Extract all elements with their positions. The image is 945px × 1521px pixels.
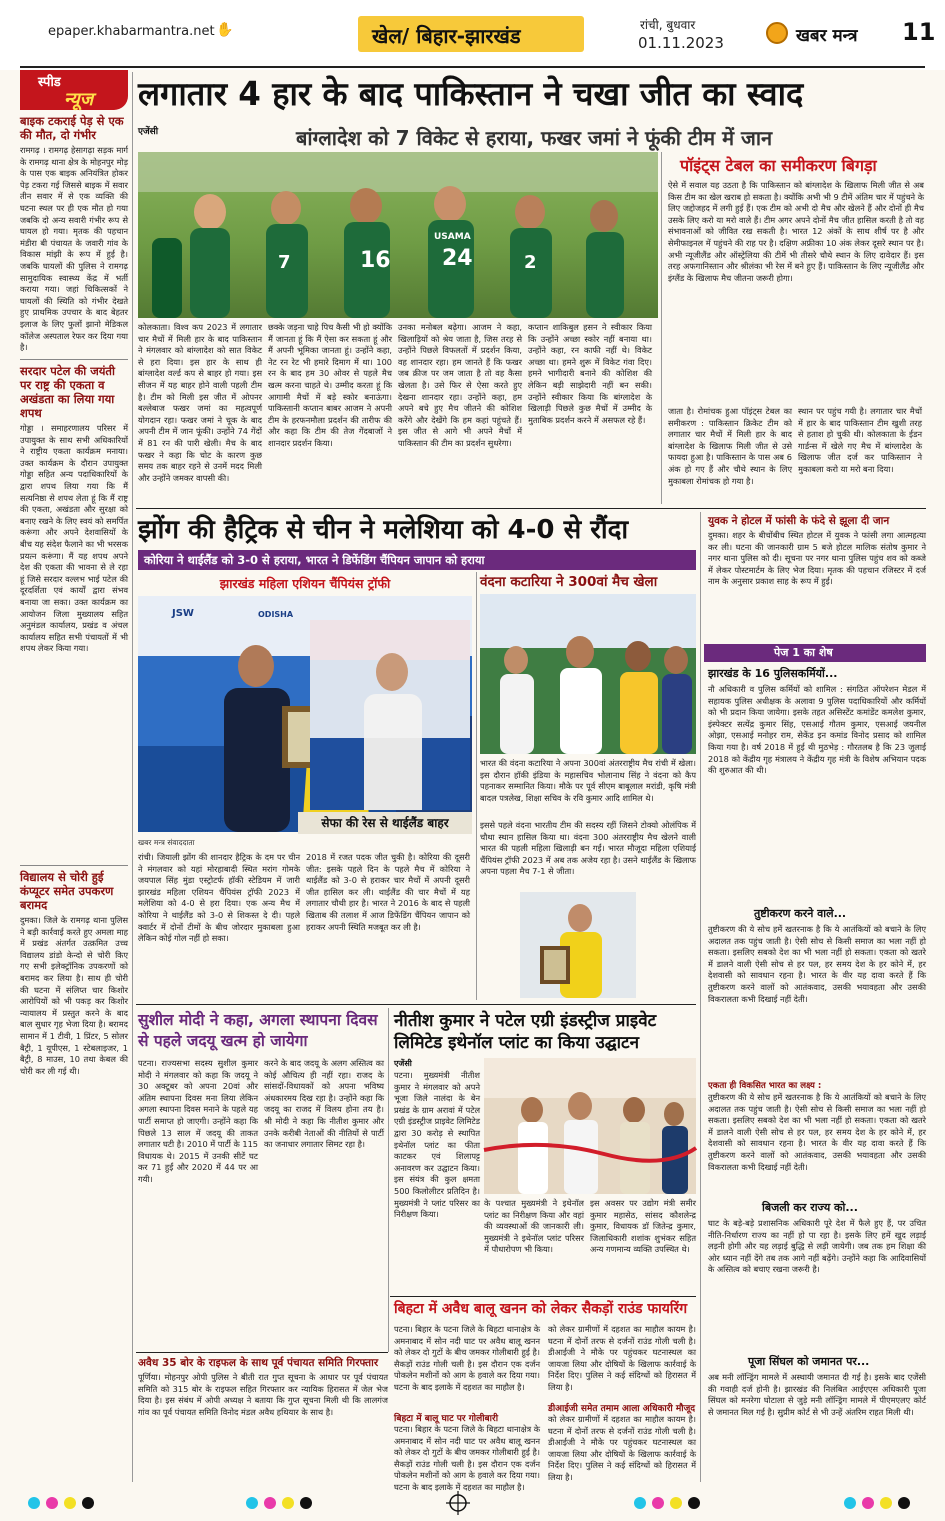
section-label: खेल/ बिहार-झारखंड (372, 24, 521, 48)
speed-news-headline: बाइक टकराई पेड़ से एक की मौत, दो गंभीर (20, 114, 124, 142)
lead-text-col: कोलकाता। विश्व कप 2023 में लगातार चार मैचों में मिली हार के बाद पाकिस्तान ने मंगलवार को बांग्लादेश को सात विकेट से हरा दिया। इस हार के साथ ही बांग्लादेश वर्ल्ड कप से बाहर हो गया। इस सीजन में यह बाहर होने वाली पहली टीम है। टीम को मिली इस जीत में ओपनर बल्लेबाज फखर जमां का महत्वपूर्ण योगदान रहा। फखर जमां ने चूक के बाद अपनी टीम में जान फूंकी। उन्होंने 74 गेंदों में 81 रन की पारी खेली। मैच के बाद फखर ने कहा कि चोट के कारण कुछ समय तक बाहर रहने से उनमें मदद मिली और उन्होंने जमकर वापसी की। (138, 322, 262, 483)
jersey-number: 2 (524, 252, 537, 273)
jersey-number: 7 (278, 252, 291, 273)
speech-body: तुष्टीकरण की ये सोच हमें खतरनाक है कि ये आतंकियों को बचाने के लिए अदालत तक पहुंच जाती है। ऐसी सोच से किसी समाज का भला नहीं हो सकता। इसलिए सबको देश का भी भला नहीं हो सकता। एकता को खतरे में डालने वाली ऐसी सोच से हर पल, हर समय देश के हर कोने में, हर देशवासी को सावधान रहना है। भारत के वीर यह दावा करते हैं कि तुष्टीकरण करने वालों को आतंकवाद, उसकी भयावहता और उसकी विकरालता कभी दिखाई नहीं देती। (708, 1092, 926, 1172)
sushil-divider (388, 1008, 389, 1352)
speed-news-body: रामगढ़ । रामगढ़ हेसागढ़ा सड़क मार्ग के रामगढ़ थाना क्षेत्र के मोहनपुर मोड़ के पास एक बाइक अनियंत्रित होकर पेड़ टकरा गई जिससे बाइक में सवार तीन सवार में से एक व्यक्ति की घटना स्थल पर ही एक मौत हो गया जबकि दो अन्य सवारी गंभीर रूप से घायल हो गया। मृतक की पहचान मंडीरा बी पंचायत के जवारी गांव के विकास मांझी के रूप में हुई है। जबकि घायलों की पुलिस ने रामगढ़ सामुदायिक स्वास्थ्य केंद्र में भर्ती कराया गया। जहां चिकित्सकों ने घायलों की स्थिति को गंभीर देखते हुए प्राथमिक उपचार के बाद बेहतर इलाज के लिए फुलों झानो मेडिकल कॉलेज अस्पताल रेफर कर दिया गया है। (20, 145, 128, 353)
vikas-subhead: एकता ही विकसित भारत का लक्ष्य : (708, 1081, 822, 1091)
continued-strip (704, 644, 926, 662)
bijli-body: घाट के बड़े-बड़े प्रशासनिक अधिकारी पूरे देश में फैले हुए हैं, पर उचित नीति-निर्धारण राज्य का नहीं हो पा रहा है। इसके लिए हमें खुद लड़ाई लड़नी होगी और यह लड़ाई बुद्धि से लड़ी जायेगी। जब तक हम शिक्षा की ओर ध्यान नहीं देंगे तब तक आगे नहीं बढ़ेंगे। उन्होंने कहा कि आदिवासियों के अस्तित्व को बचाए रखना जरूरी है। (708, 1218, 926, 1275)
speed-news-column (20, 114, 128, 1484)
nitish-text-col: इस अवसर पर उद्योग मंत्री समीर कुमार महासेठ, सांसद कौशलेन्द्र कुमार, विधायक डॉ जितेन्द्र कुमार, जिलाधिकारी शशांक शुभंकर सहित अन्य गणमान्य व्यक्ति उपस्थित थे। (590, 1198, 696, 1255)
speed-news-headline: सरदार पटेल की जयंती पर राष्ट्र की एकता व अखंडता का लिया गया शपथ (20, 364, 115, 420)
player-with-frame-illustration (520, 892, 636, 998)
ceremony-illustration (480, 594, 696, 754)
lead-text-col: कप्तान शाकिबुल हसन ने स्वीकार किया कि उन्होंने अच्छा स्कोर नहीं बनाया था। उन्होंने कहा, रन काफी नहीं थे। विकेट अच्छा था। हमने शुरू में विकेट गंवा दिए। हमने भागीदारी बनाने की कोशिश की लेकिन बड़ी साझेदारी नहीं बन सकी। उन्होंने स्वीकार किया कि बांग्लादेश के खिलाड़ी पिछले कुछ मैचों में उम्मीद के मुताबिक प्रदर्शन करने में असफल रहे हैं। (528, 322, 652, 425)
hockey-banner-text: कोरिया ने थाईलैंड को 3-0 से हराया, भारत ने डिफेंडिंग चैंपियन जापान को हराया (144, 553, 485, 567)
speech-headline[interactable]: तुष्टीकरण करने वाले... (754, 907, 847, 920)
footer-registration-marks (0, 1490, 945, 1517)
lead-text-col: स्थान पर पहुंच गयी है। लगातार चार मैचों में हार के बाद पाकिस्तान टीम खुशी तरह से हताश हो चुकी थी। कोलकाता के ईडन गार्डन्स में खेले गए मैच में बांग्लादेश के खिलाफ जीत दर्ज कर पाकिस्तान ने मुकाबला करो या मरो बना दिया। (798, 406, 922, 474)
nitish-text-col: के पश्चात मुख्यमंत्री ने इथेनॉल प्लांट का निरीक्षण किया और वहां की व्यवस्थाओं की जानकारी ली। मुख्यमंत्री ने इथेनॉल प्लांट परिसर में पौधारोपण भी किया। (484, 1198, 584, 1255)
sushil-text-col: पटना। राज्यसभा सदस्य सुशील कुमार मोदी ने मंगलवार को कहा कि जदयू ने 30 अक्टूबर को अपना 20वां और अंतिम स्थापना दिवस मना लिया लेकिन अगला स्थापना दिवस मनाने के पहले यह पार्टी समाप्त हो जाएगी। उन्होंने कहा कि पिछले 13 साल में जदयू की ताकत लगातार घटी है। 2010 में पार्टी के 115 विधायक थे। 2015 में उनकी सीटें घट कर 71 हुईं और 2020 में 44 पर आ गयी। (138, 1058, 258, 1184)
official-portrait-illustration (310, 620, 470, 810)
cursor-icon: ✋ (216, 22, 234, 38)
vandana-caption: भारत की वंदना कटारिया ने अपना 300वां अंतरराष्ट्रीय मैच रांची में खेला। इस दौरान हॉकी इंडिया के महासचिव भोलानाथ सिंह ने वंदना को कैप पहनाकर सम्मानित किया। मौके पर पूर्व सीएम बाबूलाल मरांडी, कृषि मंत्री बादल पत्रलेख, शिक्षा सचिव के रवि कुमार आदि शामिल थे। (480, 758, 696, 803)
hockey-caption (298, 812, 472, 834)
speech-body: तुष्टीकरण की ये सोच हमें खतरनाक है कि ये आतंकियों को बचाने के लिए अदालत तक पहुंच जाती है। ऐसी सोच से किसी समाज का भला नहीं हो सकता। इसलिए सबको देश का भी भला नहीं हो सकता। एकता को खतरे में डालने वाली ऐसी सोच से हर पल, हर समय देश के हर कोने में, हर देशवासी को सावधान रहना है। भारत के वीर यह दावा करते हैं कि तुष्टीकरण करने वालों को आतंकवाद, उसकी भयावहता और उसकी विकरालता कभी दिखाई नहीं देती। (708, 924, 926, 1004)
vandana-headline[interactable]: वंदना कटारिया ने 300वां मैच खेला (480, 574, 658, 590)
bijli-headline[interactable]: बिजली कर राज्य को... (762, 1201, 858, 1214)
sponsor-logo: ODISHA (258, 610, 294, 619)
points-table-title: पॉइंट्स टेबल का समीकरण बिगड़ा (680, 156, 877, 175)
points-table-body: ऐसे में सवाल यह उठता है कि पाकिस्तान को बांग्लादेश के खिलाफ मिली जीत से अब किस टीम का खेल खराब हो सकता है। क्योंकि अभी भी 9 टीमें अंतिम चार में पहुंचने के लिए जद्दोजहद में लगी हुई हैं। एक टीम को अभी दो मैच और खेलने हैं और दोनों ही मैच उसके लिए करो या मरो वाले हैं। टीम अगर अपने दोनों मैच जीत हासिल करती है तो वह संभावनाओं को जीवित रख सकती है। भारत 12 अंकों के साथ शीर्ष पर है और सेमीफाइनल में पहुंचने की राह पर है। दक्षिण अफ्रीका 10 अंक लेकर दूसरे स्थान पर है। अभी न्यूजीलैंड और ऑस्ट्रेलिया की टीमें भी तीसरे चौथे स्थान के लिए दावेदार हैं। इस तरह अफगानिस्तान और श्रीलंका भी रेस में बने हुए हैं। पाकिस्तान के लिए न्यूजीलैंड और इंग्लैंड के खिलाफ मैच जीतना जरूरी होगा। (668, 180, 924, 283)
hockey-handshake-photo (310, 620, 470, 810)
brand-name: खबर मन्त्र (796, 26, 858, 46)
masthead-rule (20, 66, 925, 68)
hockey-bottom-rule (136, 1004, 696, 1005)
nitish-body: पटना। मुख्यमंत्री नीतीश कुमार ने मंगलवार को अपने भूजा जिले नालंदा के बेन प्रखंड के ग्राम अरावां में पटेल एग्री इंडस्ट्रीज प्राइवेट लिमिटेड द्वारा 30 करोड़ से स्थापित इथेनॉल प्लांट का फीता काटकर एवं शिलापट्ट अनावरण कर उद्घाटन किया। इस संयंत्र की कुल क्षमता 500 किलोलीटर प्रतिदिन है। मुख्यमंत्री ने प्लांट परिसर का निरीक्षण किया। (394, 1070, 480, 1220)
bihta-text-col: को लेकर ग्रामीणों में दहशत का माहौल कायम है। घटना में दोनों तरफ से दर्जनों राउंड गोली चली है। डीआईजी ने मौके पर पहुंचकर घटनास्थल का जायजा लिया और दोषियों के खिलाफ कार्रवाई के निर्देश दिए। पुलिस ने कई संदिग्धों को हिरासत में लिया है। (548, 1414, 696, 1482)
hockey-photo-label-text: झारखंड महिला एशियन चैंपियंस ट्रॉफी (219, 576, 391, 591)
hockey-headline[interactable]: झोंग की हैट्रिक से चीन ने मलेशिया को 4-0 से रौंदा (138, 515, 629, 545)
police-body: नौ अधिकारी व पुलिस कर्मियों को शामिल : संगठित ऑपरेशन मेडल में सहायक पुलिस अधीक्षक के अलावा 9 पुलिस पदाधिकारियों और कर्मियों को भी प्रदान किया जायेगा। इसके तहत असिस्टेंट कमांडेंट कमलेश कुमार, इंस्पेक्टर सत्येंद्र कुमार सिंह, एसआई गौतम कुमार, एसआई जयनील ओझा, एसआई मनोहर राम, सेकेंड इन कमांड विनोद प्रसाद को शामिल किया गया है। वर्ष 2018 में हुई थी मुठभेड़ : गौरतलब है कि 23 जुलाई 2018 को केंद्रीय गृह मंत्रालय ने केंद्रीय गृह मंत्री के विशेष अभियान पदक की शुरुआत की थी। (708, 684, 926, 776)
ribbon-cutting-illustration (484, 1058, 696, 1194)
lead-divider (661, 152, 662, 504)
hockey-text-col: रांची। जियाली झोंग की शानदार हैट्रिक के दम पर चीन ने मंगलवार को यहां मोरहाबादी स्थित मरांग गोमके जयपाल सिंह मुंडा एस्ट्रोटर्फ हॉकी स्टेडियम में जारी झारखंड महिला एशियन चैंपियंस ट्रॉफी 2023 में मलेशिया को 4-0 से हरा दिया। एक अन्य मैच में कोरिया ने थाईलैंड को 3-0 से शिकस्त दे दी। पहले क्वार्टर में दोनों टीमों के बीच जोरदार मुकाबला हुआ लेकिन कोई गोल नहीं हो सका। (138, 852, 300, 944)
speed-news-badge (20, 70, 128, 110)
hockey-banner (138, 550, 696, 570)
bihta-headline[interactable]: बिहटा में अवैध बालू खनन को लेकर सैकड़ों राउंड फायरिंग (394, 1301, 688, 1317)
vandana-photo (480, 594, 696, 754)
issue-date: 01.11.2023 (638, 34, 724, 52)
bihta-text-col: पटना। बिहार के पटना जिले के बिहटा थानाक्षेत्र के अमनाबाद में सोन नदी घाट पर अवैध बालू खनन को लेकर दो गुटों के बीच जमकर गोलीबारी हुई है। सैकड़ों राउंड गोली चली है। इस दौरान एक दर्जन पोकलेन मशीनों को आग के हवाले कर दिया गया। घटना के बाद इलाके में दहशत का माहौल है। (394, 1324, 540, 1392)
bihta-text-col: पटना। बिहार के पटना जिले के बिहटा थानाक्षेत्र के अमनाबाद में सोन नदी घाट पर अवैध बालू खनन को लेकर दो गुटों के बीच जमकर गोलीबारी हुई है। सैकड़ों राउंड गोली चली है। इस दौरान एक दर्जन पोकलेन मशीनों को आग के हवाले कर दिया गया। घटना के बाद इलाके में दहशत का माहौल है। (394, 1424, 540, 1492)
suicide-body: दुमका। शहर के बीचोंबीच स्थित होटल में युवक ने फांसी लगा आत्महत्या कर ली। घटना की जानकारी ग्राम 5 बजे होटल मालिक संतोष कुमार ने नगर थाना पुलिस को दी। सूचना पर नगर थाना पुलिस पहुंच शव को कब्जे में लेकर पोस्टमार्टम के लिए भेज दिया। मृतक की पहचान रजिस्टर में दर्ज नाम के अनुसार प्रकाश साह के रूप में हुई। (708, 530, 926, 587)
suicide-headline[interactable]: युवक ने होटल में फांसी के फंदे से झूला दी जान (708, 515, 890, 527)
speed-news-body: दुमका। जिले के रामगढ़ थाना पुलिस ने बड़ी कार्रवाई करते हुए अमला माह में प्रखंड अंतर्गत उत्क्रमित उच्च विद्यालय डांडो केन्दो से चोरी किए गए सभी इलेक्ट्रॉनिक उपकरणों को बरामद कर लिया है। साथ ही चोरी की घटना में संलिप्त चार किशोर आरोपियों को भी पकड़ कर किशोर न्यायालय में प्रस्तुत करने के बाद बाल सुधार गृह भेजा दिया है। बरामद सामान में 1 टीवी, 1 प्रिंटर, 5 सोलर बैट्री, 1 यूपीएस, 1 स्टेबलाइजर, 1 बैट्री, 8 माउस, 10 तथा केबल की चोरी कर ली गई थी। (20, 915, 128, 1076)
nitish-bottom-rule (390, 1296, 696, 1297)
bihta-subhead: डीआईजी समेत तमाम आला अधिकारी मौजूद (548, 1404, 696, 1414)
zila-body: पूर्णिया। मोहनपुर ओपी पुलिस ने बीती रात गुप्त सूचना के आधार पर पूर्व पंचायत समिति को 315 बोर के राइफल सहित गिरफ्तार कर न्यायिक हिरासत में जेल भेज दिया है। इस संबंध में ओपी अध्यक्ष ने बताया कि गुप्त सूचना मिली थी कि लालगंज गांव का पूर्व पंचायत समिति विनोद मंडल अवैध हथियार के साथ है। (138, 1372, 388, 1417)
nitish-inauguration-photo (484, 1058, 696, 1194)
jersey-name: USAMA (434, 232, 471, 242)
vandana-body: इससे पहले वंदना भारतीय टीम की सदस्य रहीं जिसने टोक्यो ओलंपिक में चौथा स्थान हासिल किया था। वंदना 300 अंतरराष्ट्रीय मैच खेलने वाली भारत की पहली महिला खिलाड़ी बन गईं। भारत मौजूदा महिला एशियाई चैंपियंस ट्रॉफी 2023 में अब तक अजेय रहा है। उसने थाईलैंड के खिलाफ अपना पहला मैच 7-1 से जीता। (480, 820, 696, 877)
lead-credit: एजेंसी (138, 127, 159, 137)
nitish-credit: एजेंसी (394, 1059, 412, 1068)
bail-body: अब मनी लॉन्ड्रिंग मामले में अस्थायी जमानत दी गई है। इसके बाद एजेंसी की गवाही दर्ज होनी है। झारखंड की निलंबित आईएएस अधिकारी पूजा सिंघल को मनरेगा घोटाला से जुड़े मनी लॉन्ड्रिंग मामले में पीएमएलए कोर्ट से जमानत मिल गई है। सुप्रीम कोर्ट से भी उन्हें अंतरिम राहत मिली थी। (708, 1372, 926, 1417)
speed-badge-top: स्पीड (38, 75, 61, 90)
color-registration-icon (0, 1490, 945, 1517)
brand-logo-icon (766, 22, 788, 44)
sushil-headline[interactable]: सुशील मोदी ने कहा, अगला स्थापना दिवस से पहले जदयू खत्म हो जायेगा (138, 1011, 378, 1050)
speed-news-headline: विद्यालय से चोरी हुई कंप्यूटर समेत उपकरण बरामद (20, 870, 114, 912)
speed-news-body: गोड्डा । समाहरणालय परिसर में उपायुक्त के साथ सभी अधिकारियों ने राष्ट्रीय एकता कार्यक्रम मनाया। उक्त कार्यक्रम के दौरान उपायुक्त गोड्डा सहित अन्य पदाधिकारियों के द्वारा शपथ लिया गया कि मैं सत्यनिष्ठा से शपथ लेता हूं कि मैं राष्ट्र की एकता, अखंडता और सुरक्षा को बनाए रखने के लिए स्वयं को समर्पित करूंगा और अपने देशवासियों के बीच यह संदेश फैलाने का भी भरसक प्रयत्न करूंगा। मैं यह शपथ अपने देश की एकता की भावना से ले रहा हूं जिसे सरदार वल्लभ भाई पटेल की दूरदर्शिता एवं कार्यों द्वारा संभव बनाया जा सका। उक्त कार्यक्रम का आयोजन जिला मुख्यालय सहित अनुमंडल कार्यालय, प्रखंड व अंचल कार्यालय सहित सभी पंचायतों में भी शपथ लेकर किया गया। (20, 423, 128, 654)
zila-headline[interactable]: अवैध 35 बोर के राइफल के साथ पूर्व पंचायत समिति गिरफ्तार (138, 1357, 379, 1369)
lead-subhead: बांग्लादेश को 7 विकेट से हराया, फखर जमां ने फूंकी टीम में जान (296, 126, 773, 150)
bihta-subhead: बिहटा में बालू घाट पर गोलीबारी (394, 1414, 499, 1424)
masthead (0, 0, 945, 70)
jersey-number: 16 (360, 248, 391, 273)
page-number: 11 (902, 18, 936, 46)
bail-headline[interactable]: पूजा सिंघल को जमानत पर... (748, 1355, 870, 1368)
lead-headline[interactable]: लगातार 4 हार के बाद पाकिस्तान ने चखा जीत का स्वाद (138, 75, 804, 113)
vandana-portrait-photo (520, 892, 636, 998)
lead-text-col: छक्के जड़ना चाहे पिच कैसी भी हो क्योंकि मैं जानता हूं कि मैं ऐसा कर सकता हूं और मैं अपनी भूमिका जानता हूं। उन्होंने कहा, नेट रन रेट भी हमारे दिमाग में था। 100 रन के बाद हम 30 ओवर से पहले मैच खत्म करना चाहते थे। उम्मीद करता हूं कि आगामी मैचों में बड़े स्कोर बनाऊंगा। पाकिस्तानी कप्तान बाबर आजम ने अपनी टीम के हरफनमौला प्रदर्शन की तारीफ की और कहा कि टीम की तेज गेंदबाजों ने शानदार प्रदर्शन किया। (268, 322, 392, 448)
hockey-section-divider (476, 572, 477, 1000)
bihta-text-col: को लेकर ग्रामीणों में दहशत का माहौल कायम है। घटना में दोनों तरफ से दर्जनों राउंड गोली चली है। डीआईजी ने मौके पर पहुंचकर घटनास्थल का जायजा लिया और दोषियों के खिलाफ कार्रवाई के निर्देश दिए। पुलिस ने कई संदिग्धों को हिरासत में लिया है। (548, 1324, 696, 1392)
players-illustration (138, 152, 658, 318)
lead-text-col: उनका मनोबल बढ़ेगा। आजम ने कहा, खिलाड़ियों को श्रेय जाता है, जिस तरह से उन्होंने पिछले विफलतों में प्रदर्शन किया, वह शानदार रहा। हम जानते हैं कि फखर जब क्रीज पर जम जाता है तो वह कैसा खेलता है। उसे फिर से ऐसा करते हुए देखना शानदार रहा। उन्होंने कहा, हम अपने बचे हुए मैच जीतने की कोशिश करेंगे और देखेंगे कि हम कहां पहुंचते हैं। इस जीत से आगे भी अपने मैचों में पाकिस्तान की टीम का प्रदर्शन सुधरेगा। (398, 322, 522, 448)
zila-top-rule (136, 1352, 388, 1353)
city-day: रांची, बुधवार (640, 18, 696, 32)
lead-bottom-rule (136, 508, 926, 509)
site-url[interactable]: epaper.khabarmantra.net (48, 24, 215, 39)
right-column-divider (700, 512, 701, 1482)
nitish-headline[interactable]: नीतीश कुमार ने पटेल एग्री इंडस्ट्रीज प्राइवेट लिमिटेड इथेनॉल प्लांट का किया उद्घाटन (394, 1011, 657, 1053)
lead-text-col: जाता है। रोमांचक हुआ पॉइंट्स टेबल का समीकरण : पाकिस्तान क्रिकेट टीम को लगातार चार मैचों में मिली हार के बाद बांग्लादेश के खिलाफ मिली जीत से उसे फायदा हुआ है। पाकिस्तान के पास अब 6 अंक हो गए हैं और चौथे स्थान के लिए मुकाबला रोमांचक हो गया है। (668, 406, 792, 486)
police-headline[interactable]: झारखंड के 16 पुलिसकर्मियों... (708, 667, 838, 680)
jersey-number: 24 (442, 246, 473, 271)
continued-strip-text: पेज 1 का शेष (774, 646, 833, 659)
hockey-credit: खबर मन्त्र संवाददाता (138, 838, 195, 847)
left-column-divider (132, 72, 133, 1482)
hockey-caption-text: सेफा की रेस से थाईलैंड बाहर (321, 816, 449, 830)
sponsor-logo: JSW (172, 608, 194, 619)
hockey-photo-label (138, 574, 472, 594)
lead-photo-pakistan-team (138, 152, 658, 318)
hockey-text-col: 2018 में रजत पदक जीत चुकी है। कोरिया की दूसरी जीत: इसके पहले दिन के पहले मैच में कोरिया ने थाईलैंड को 3-0 से हराकर चार मैचों में अपनी दूसरी जीत हासिल कर ली। थाईलैंड की चार मैचों में यह लगातार चौथी हार है। भारत ने 2016 के बाद से पहली खिताब की तलाश में आज डिफेंडिंग चैंपियन जापान को हराकर अपनी स्थिति मजबूत कर ली है। (306, 852, 470, 932)
sushil-text-col: करने के बाद जदयू के अलग अस्तित्व का कोई औचित्य ही नहीं रहा। राजद के सांसदों-विधायकों को अपना भविष्य अंधकारमय दिख रहा है। उन्होंने कहा कि जदयू का राजद में विलय होना तय है। श्री मोदी ने कहा कि नीतीश कुमार और उनके करीबी नेताओं की नीतियों से पार्टी का जनाधार लगातार सिमट रहा है। (264, 1058, 384, 1150)
speed-badge-bottom: न्यूज (64, 89, 94, 110)
